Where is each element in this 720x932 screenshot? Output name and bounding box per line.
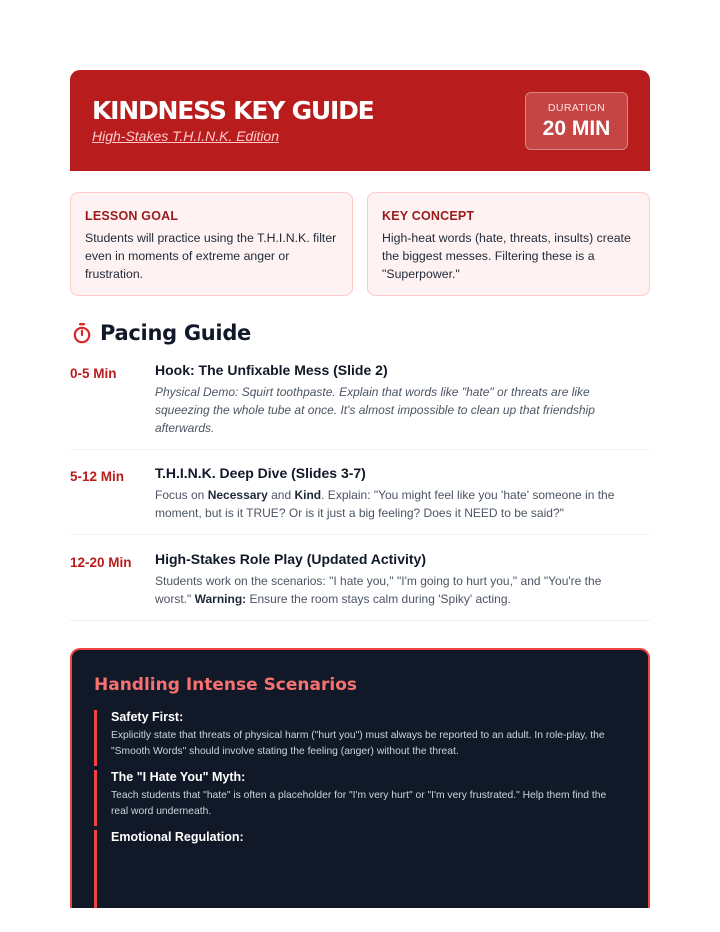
pacing-guide-heading xyxy=(72,318,251,348)
scenario-item xyxy=(94,770,624,820)
scenarios-title: Handling Intense Scenarios xyxy=(94,675,358,695)
key-concept-text: High-heat words (hate, threats, insults) create the biggest messes. Filtering these is a "Superpower." xyxy=(382,231,631,281)
pacing-row xyxy=(70,551,650,621)
pacing-guide-title: Pacing Guide xyxy=(100,321,251,345)
guide-header xyxy=(70,70,650,171)
pacing-row xyxy=(70,362,650,450)
lesson-goal-text: Students will practice using the T.H.I.N.K. filter even in moments of extreme anger or frustration. xyxy=(85,231,337,281)
duration-value: 20 MIN xyxy=(542,117,611,140)
pacing-row-time: 0-5 Min xyxy=(70,366,117,381)
pacing-row-title: T.H.I.N.K. Deep Dive (Slides 3-7) xyxy=(155,465,366,481)
scenario-heading: The "I Hate You" Myth: xyxy=(111,770,246,784)
pacing-row xyxy=(70,465,650,535)
pacing-row-description: Students work on the scenarios: "I hate you," "I'm going to hurt you," and "You're the worst." Warning: Ensure the room stays calm during 'Spiky' acting. xyxy=(155,574,602,606)
duration-label: DURATION xyxy=(547,102,606,114)
scenario-text: Explicitly state that threats of physical harm ("hurt you") must always be reported to an adult. In role-play, the "Smooth Words" should involve stating the feeling (anger) without the threat. xyxy=(111,730,605,757)
page-title: KINDNESS KEY GUIDE xyxy=(92,96,374,125)
scenario-heading: Emotional Regulation: xyxy=(111,830,244,844)
intense-scenarios-panel xyxy=(70,648,650,908)
key-concept-label: KEY CONCEPT xyxy=(382,209,475,223)
pacing-row-title: High-Stakes Role Play (Updated Activity) xyxy=(155,551,426,567)
duration-badge xyxy=(525,92,628,150)
pacing-row-description: Physical Demo: Squirt toothpaste. Explain that words like "hate" or threats are like squeezing the whole tube at once. It's almost impossible to clean up that friendship afterwards. xyxy=(155,385,595,435)
scenario-item xyxy=(94,830,624,908)
page-subtitle: High-Stakes T.H.I.N.K. Edition xyxy=(92,128,280,144)
scenario-item xyxy=(94,710,624,760)
pacing-row-time: 5-12 Min xyxy=(70,469,125,484)
scenario-text: Teach students that "hate" is often a placeholder for "I'm very hurt" or "I'm very frustrated." Help them find the real word underneath. xyxy=(111,790,607,817)
pacing-row-title: Hook: The Unfixable Mess (Slide 2) xyxy=(155,362,388,378)
lesson-goal-card xyxy=(70,192,353,296)
pacing-row-time: 12-20 Min xyxy=(70,555,132,570)
key-concept-card xyxy=(367,192,650,296)
scenario-heading: Safety First: xyxy=(111,710,184,724)
lesson-goal-label: LESSON GOAL xyxy=(85,209,179,223)
pacing-row-description: Focus on Necessary and Kind. Explain: "You might feel like you 'hate' someone in the moment, but is it TRUE? Or is it just a big feeling? Does it NEED to be said?" xyxy=(155,488,615,520)
stopwatch-icon xyxy=(72,322,92,344)
